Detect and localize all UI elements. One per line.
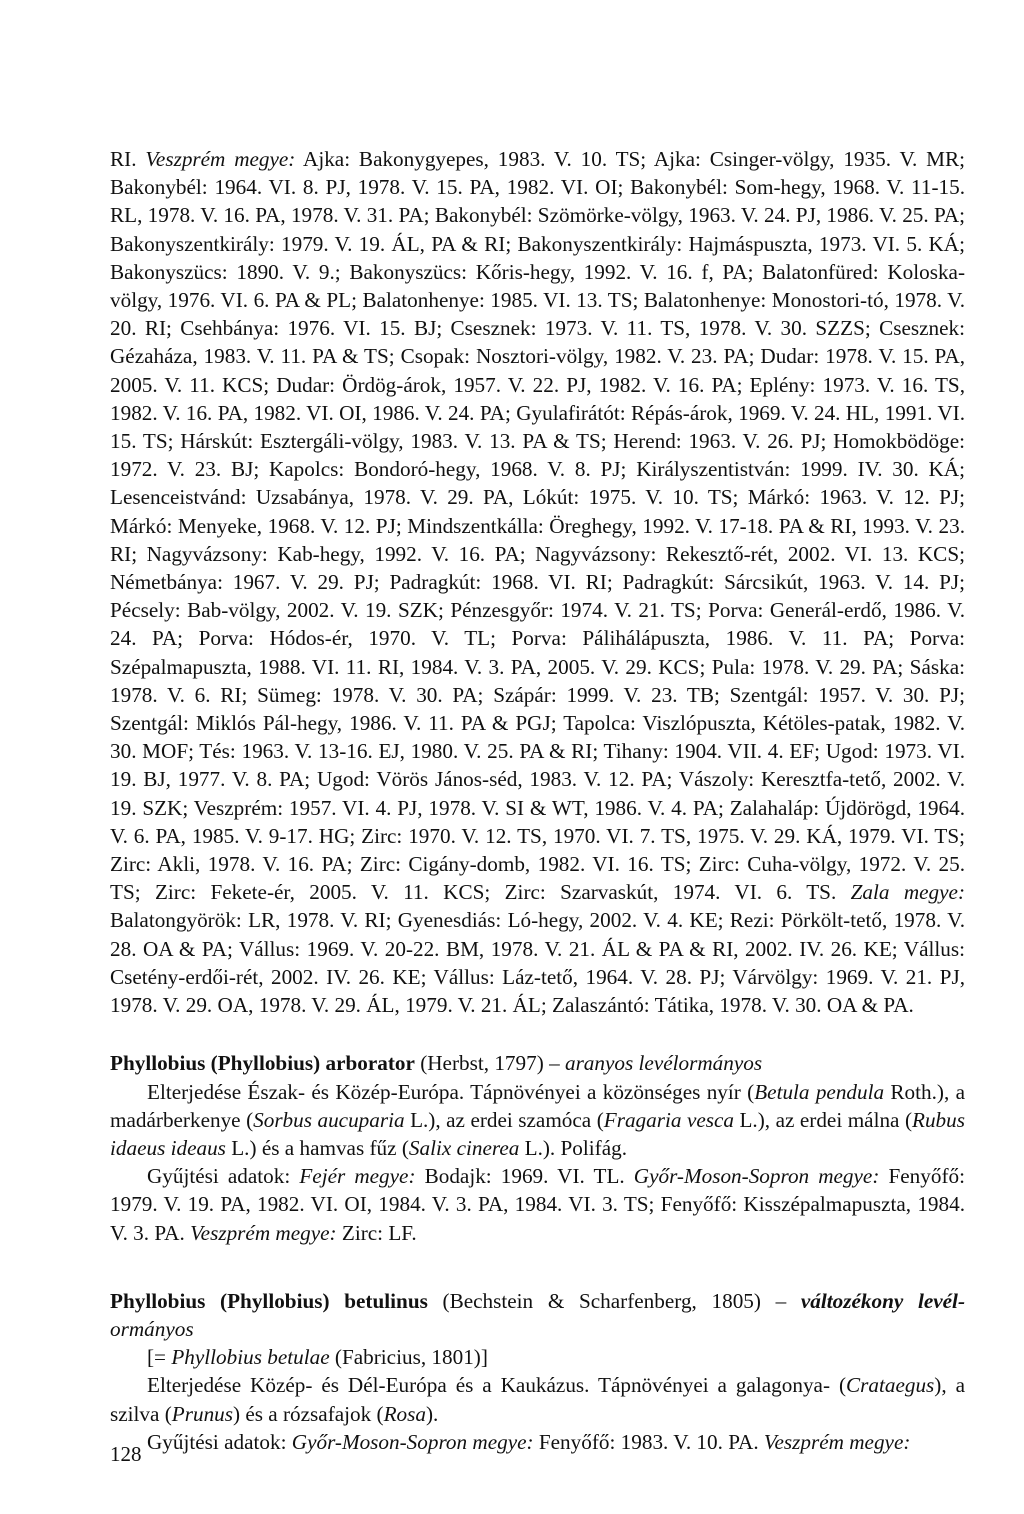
county-name: Fejér megye: [299, 1164, 416, 1189]
plant-name: Crataegus [846, 1373, 935, 1398]
plant-name: Fragaria vesca [603, 1107, 734, 1132]
species-common-name: aranyos levélormányos [564, 1051, 763, 1076]
text-column [110, 145, 965, 1456]
species-common-name: változékony levél- [800, 1288, 965, 1313]
section-gap [110, 1247, 965, 1287]
plant-name: Betula pendula [754, 1079, 885, 1104]
county-name: Veszprém megye: [190, 1220, 337, 1245]
synonym-name: Phyllobius betulae [171, 1345, 330, 1370]
plant-name: Rubus idaeus ideaus [110, 1107, 965, 1160]
page-number: 128 [110, 1442, 142, 1466]
distribution-paragraph: Elterjedése Észak- és Közép-Európa. Tápnövényei a közönséges nyír (Betula pendula Roth.), a madárberkenye (Sorbus aucuparia L.), az erdei szamóca (Fragaria vesca L.), az erdei málna (Rubus idaeus ideaus L.) és a hamvas fűz (Salix cinerea L.). Polifág. [110, 1079, 965, 1160]
collection-data-paragraph: Gyűjtési adatok: Győr-Moson-Sopron megye: Fenyőfő: 1983. V. 10. PA. Veszprém megye: [147, 1429, 911, 1454]
collection-data-paragraph: Gyűjtési adatok: Fejér megye: Bodajk: 1969. VI. TL. Győr-Moson-Sopron megye: Fenyőfő: 1979. V. 19. PA, 1982. VI. OI, 1984. V. 3. PA, 1984. VI. 3. TS; Fenyőfő: Kisszépalmapuszta, 1984. V. 3. PA. Veszprém megye: Zirc: LF. [110, 1164, 965, 1245]
species-heading-arborator [110, 1049, 965, 1077]
plant-name: Sorbus aucuparia [253, 1107, 405, 1132]
county-name: Veszprém megye: [763, 1429, 911, 1454]
species-heading-betulinus [110, 1287, 965, 1343]
species-author: (Bechstein & Scharfenberg, 1805) – [427, 1288, 801, 1313]
locality-records-paragraph [110, 145, 965, 1019]
species-scientific-name: Phyllobius (Phyllobius) betulinus [110, 1288, 428, 1313]
distribution-paragraph: Elterjedése Közép- és Dél-Európa és a Kaukázus. Tápnövényei a galagonya- (Crataegus), a szilva (Prunus) és a rózsafajok (Rosa). [110, 1373, 965, 1426]
text-run: Ajka: Bakonygyepes, 1983. V. 10. TS; Ajka: Csinger-völgy, 1935. V. MR; Bakonybél: 1964. VI. 8. PJ, 1978. V. 15. PA, 1982. VI. OI; Bakonybél: Som-hegy, 1968. V. 11-15. RL, 1978. V. 16. PA, 1978. V. 31. PA; Bakonybél: Szömörke-völgy, 1963. V. 24. PJ, 1986. V. 25. PA; Bakonyszentkirály: 1979. V. 19. ÁL, PA & RI; Bakonyszentkirály: Hajmáspuszta, 1973. VI. 5. KÁ; Bakonyszücs: 1890. V. 9.; Bakonyszücs: Kőris-hegy, 1992. V. 16. f, PA; Balatonfüred: Koloska-völgy, 1976. VI. 6. PA & PL; Balatonhenye: 1985. VI. 13. TS; Balatonhenye: Monostori-tó, 1978. V. 20. RI; Csehbánya: 1976. VI. 15. BJ; Csesznek: 1973. V. 11. TS, 1978. V. 30. SZZS; Csesznek: Gézaháza, 1983. V. 11. PA & TS; Csopak: Nosztori-völgy, 1982. V. 23. PA; Dudar: 1978. V. 15. PA, 2005. V. 11. KCS; Dudar: Ördög-árok, 1957. V. 22. PJ, 1982. V. 16. PA; Eplény: 1973. V. 16. TS, 1982. V. 16. PA, 1982. VI. OI, 1986. V. 24. PA; Gyulafirátót: Répás-árok, 1969. V. 24. HL, 1991. VI. 15. TS; Hárskút: Esztergáli-völgy, 1983. V. 13. PA & TS; Herend: 1963. V. 26. PJ; Homokbödöge: 1972. V. 23. BJ; Kapolcs: Bondoró-hegy, 1968. V. 8. PJ; Királyszentistván: 1999. IV. 30. KÁ; Lesenceistvánd: Uzsabánya, 1978. V. 29. PA, Lókút: 1975. V. 10. TS; Márkó: 1963. V. 12. PJ; Márkó: Menyeke, 1968. V. 12. PJ; Mindszentkálla: Öreghegy, 1992. V. 17-18. PA & RI, 1993. V. 23. RI; Nagyvázsony: Kab-hegy, 1992. V. 16. PA; Nagyvázsony: Rekesztő-rét, 2002. VI. 13. KCS; Németbánya: 1967. V. 29. PJ; Padragkút: 1968. VI. RI; Padragkút: Sárcsikút, 1963. V. 14. PJ; Pécsely: Bab-völgy, 2002. V. 19. SZK; Pénzesgyőr: 1974. V. 21. TS; Porva: Generál-erdő, 1986. V. 24. PA; Porva: Hódos-ér, 1970. V. TL; Porva: Pálihálápuszta, 1986. V. 11. PA; Porva: Szépalmapuszta, 1988. VI. 11. RI, 1984. V. 3. PA, 2005. V. 29. KCS; Pula: 1978. V. 29. PA; Sáska: 1978. V. 6. RI; Sümeg: 1978. V. 30. PA; Szápár: 1999. V. 23. TB; Szentgál: 1957. V. 30. PJ; Szentgál: Miklós Pál-hegy, 1986. V. 11. PA & PGJ; Tapolca: Viszlópuszta, Kétöles-patak, 1982. V. 30. MOF; Tés: 1963. V. 13-16. EJ, 1980. V. 25. PA & RI; Tihany: 1904. VII. 4. EF; Ugod: 1973. VI. 19. BJ, 1977. V. 8. PA; Ugod: Vörös János-séd, 1983. V. 12. PA; Vászoly: Keresztfa-tető, 2002. V. 19. SZK; Veszprém: 1957. VI. 4. PJ, 1978. V. SI & WT, 1986. V. 4. PA; Zalahaláp: Újdörögd, 1964. V. 6. PA, 1985. V. 9-17. HG; Zirc: 1970. V. 12. TS, 1970. VI. 7. TS, 1975. V. 29. KÁ, 1979. VI. TS; Zirc: Akli, 1978. V. 16. PA; Zirc: Cigány-domb, 1982. VI. 16. TS; Zirc: Cuha-völgy, 1972. V. 25. TS; Zirc: Fekete-ér, 2005. V. 11. KCS; Zirc: Szarvaskút, 1974. VI. 6. TS. [110, 147, 965, 905]
county-name: Győr-Moson-Sopron megye: [291, 1429, 534, 1454]
plant-name: Rosa [383, 1401, 426, 1426]
county-name: Győr-Moson-Sopron megye: [633, 1164, 880, 1189]
species-common-name-rest: ormányos [110, 1316, 194, 1341]
species-scientific-name: Phyllobius (Phyllobius) arborator [110, 1051, 415, 1076]
section-gap [110, 1019, 965, 1049]
text-run: Balatongyörök: LR, 1978. V. RI; Gyenesdiás: Ló-hegy, 2002. V. 4. KE; Rezi: Pörkölt-tető, 1978. V. 28. OA & PA; Vállus: 1969. V. 20-22. BM, 1978. V. 21. ÁL & PA & RI, 2002. IV. 26. KE; Vállus: Csetény-erdői-rét, 2002. IV. 26. KE; Vállus: Láz-tető, 1964. V. 28. PJ; Várvölgy: 1969. V. 21. PJ, 1978. V. 29. OA, 1978. V. 29. ÁL, 1979. V. 21. ÁL; Zalaszántó: Tátika, 1978. V. 30. OA & PA. [110, 908, 965, 1018]
synonym-line: [= Phyllobius betulae (Fabricius, 1801)] [147, 1345, 488, 1370]
county-name: Zala megye: [850, 880, 965, 905]
text-run: RI. [110, 147, 146, 171]
county-name: Veszprém megye: [145, 147, 296, 171]
plant-name: Prunus [171, 1401, 233, 1426]
plant-name: Salix cinerea [408, 1135, 520, 1160]
species-author: (Herbst, 1797) – [414, 1051, 565, 1076]
